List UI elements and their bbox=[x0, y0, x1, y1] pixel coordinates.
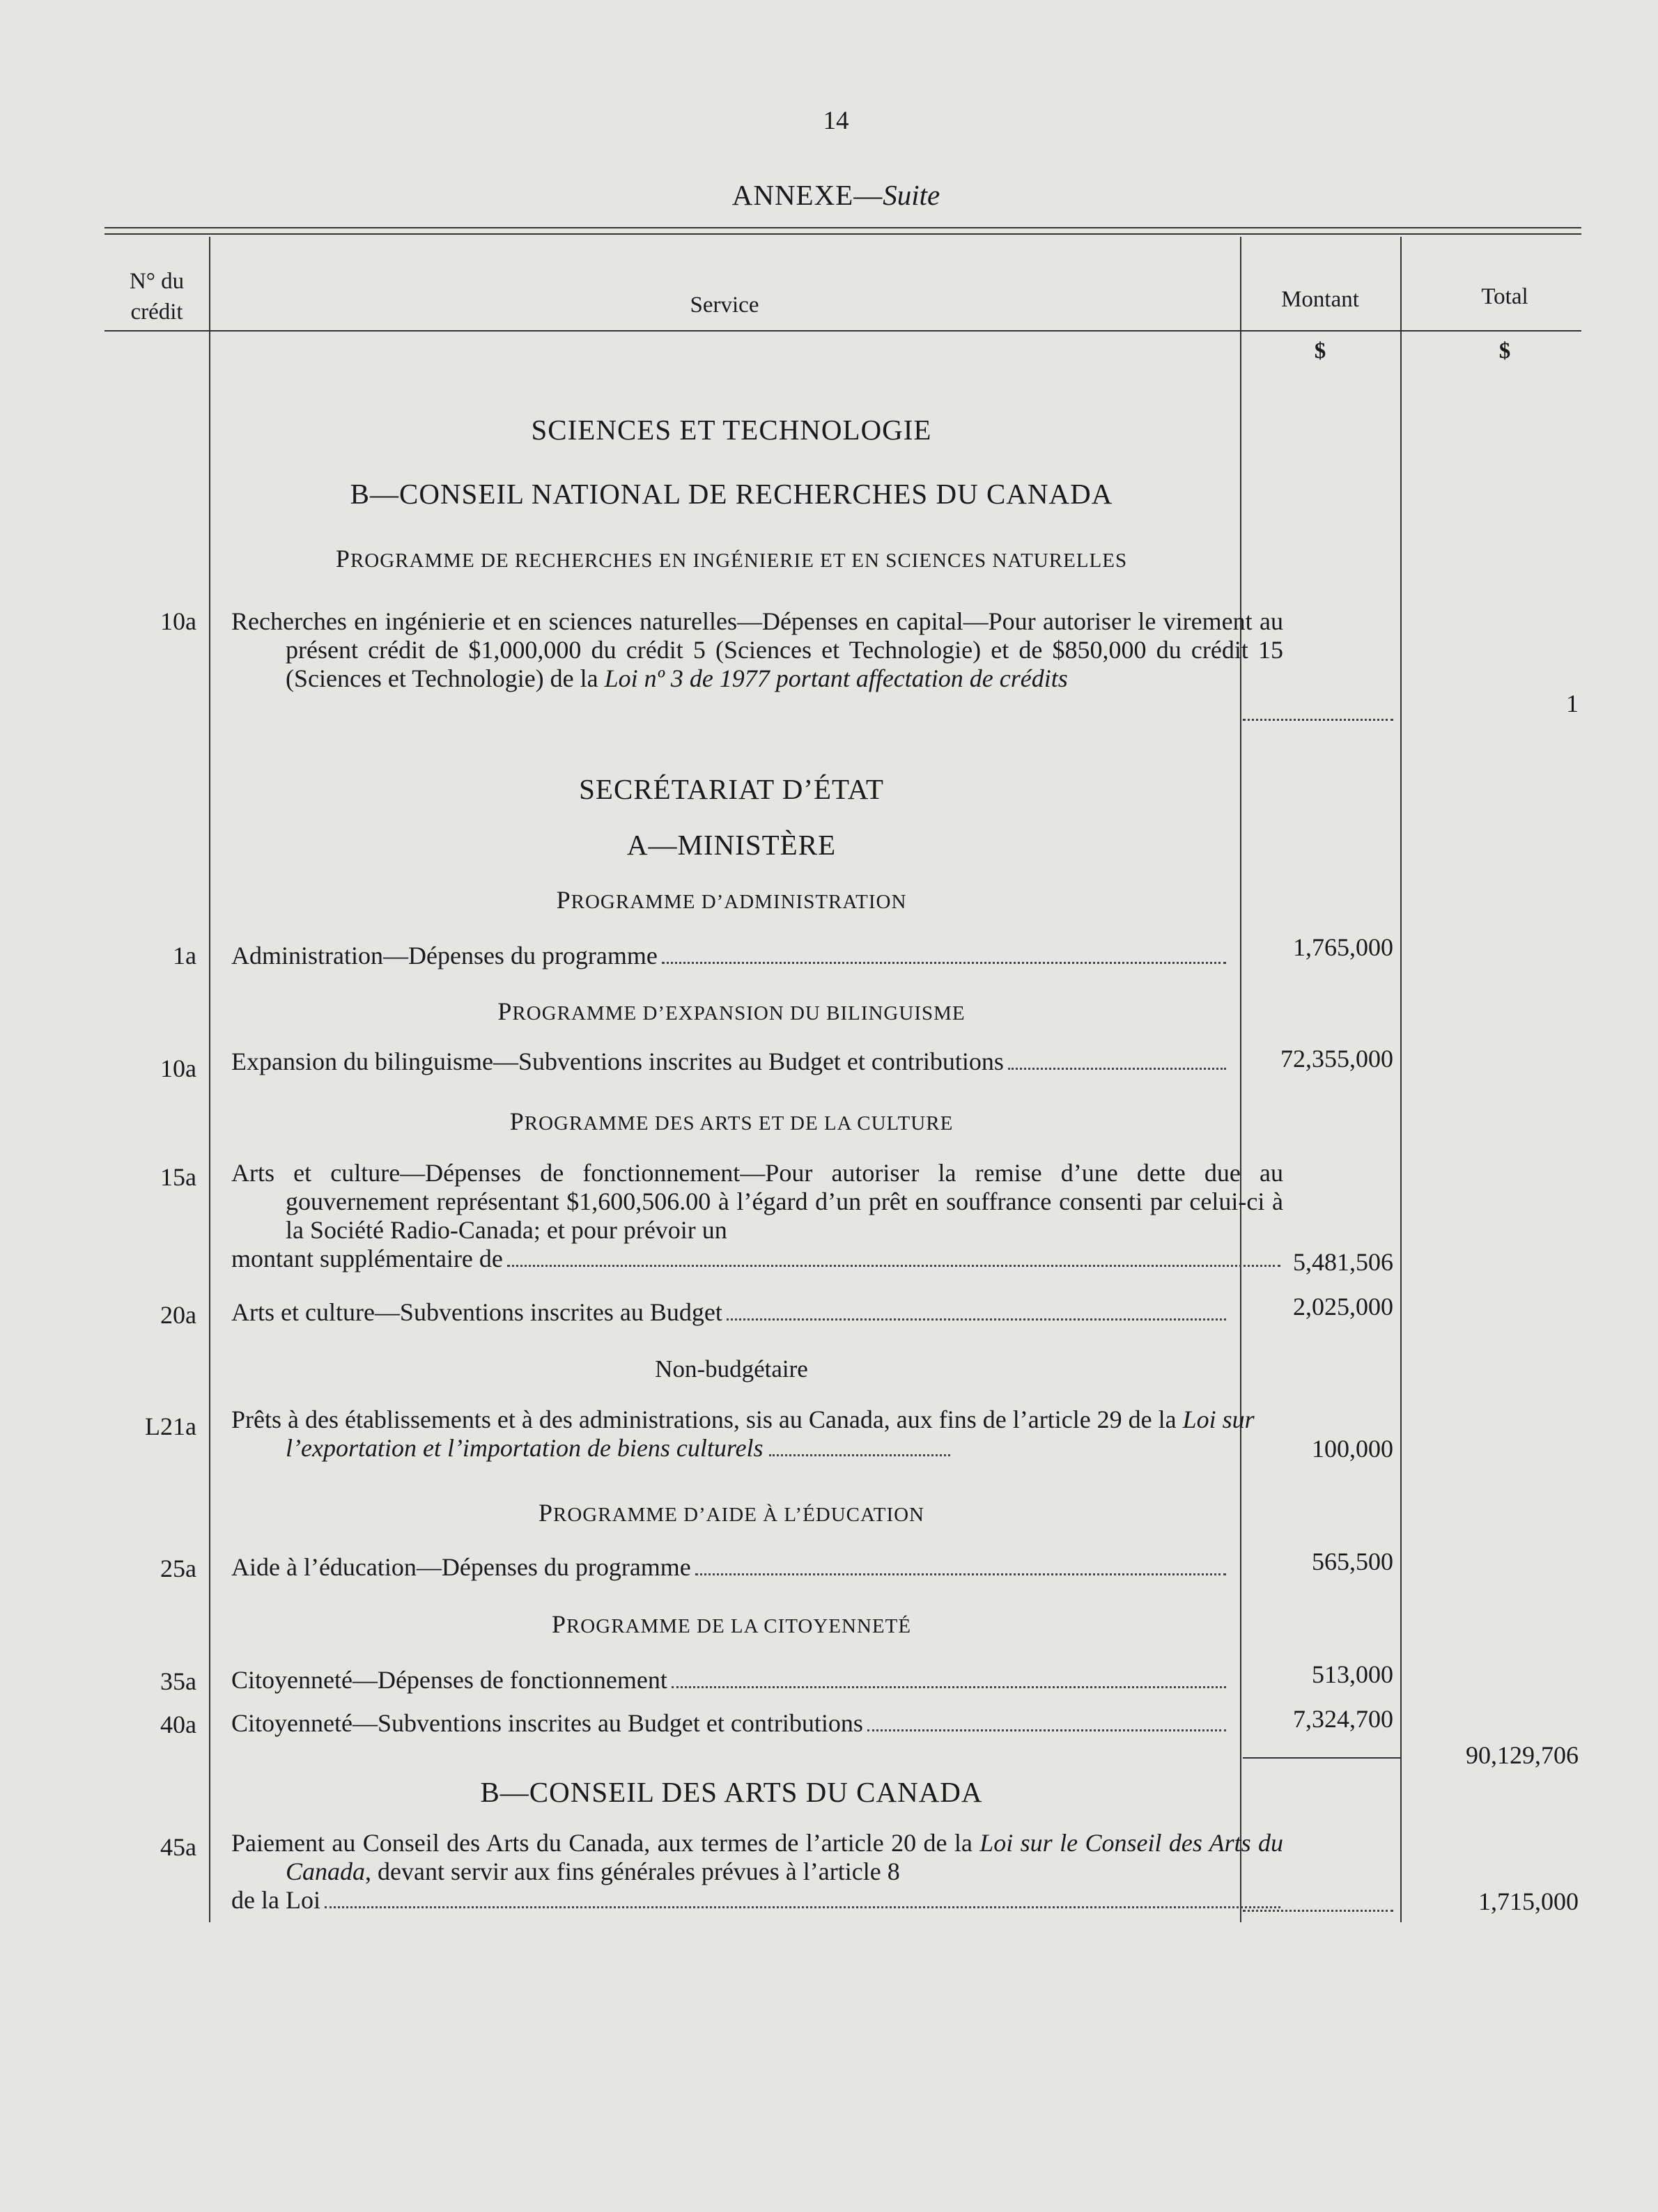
service-entry-35a bbox=[231, 1666, 1229, 1695]
service-entry-40a bbox=[231, 1709, 1229, 1738]
entry-text: Recherches en ingénierie et en sciences naturelles—Dépenses en capital—Pour autoriser le virement au présent crédit de $1,000,000 du crédit 5 (Sciences et Technologie) et de $850,000 du crédit 15 (Sciences et Technologie) de la bbox=[231, 607, 1283, 692]
law-title: Loi nº 3 de 1977 portant affectation de crédits bbox=[604, 664, 1068, 692]
subtotal-rule bbox=[1243, 1757, 1400, 1759]
amount-value: 72,355,000 bbox=[1280, 1045, 1393, 1073]
amount-value: 565,500 bbox=[1312, 1548, 1393, 1575]
column-divider-vote bbox=[209, 237, 210, 1922]
service-entry-L21a bbox=[231, 1405, 1283, 1463]
table-top-rule bbox=[104, 227, 1581, 228]
program-heading-citizenship bbox=[223, 1610, 1240, 1640]
page-number: 14 bbox=[823, 107, 849, 135]
vote-number: 35a bbox=[160, 1667, 196, 1695]
annex-title-text: ANNEXE— bbox=[731, 179, 883, 211]
service-entry-25a bbox=[231, 1553, 1229, 1582]
program-heading-rest: ROGRAMME DE RECHERCHES EN INGÉNIERIE ET EN SCIENCES NATURELLES bbox=[350, 550, 1128, 572]
section-title-ministere: A—MINISTÈRE bbox=[626, 829, 837, 861]
entry-text: Citoyenneté—Dépenses de fonctionnement bbox=[231, 1666, 667, 1694]
amount-value: 513,000 bbox=[1312, 1660, 1393, 1688]
amount-value: 7,324,700 bbox=[1293, 1705, 1393, 1733]
non-budgetary-heading: Non-budgétaire bbox=[655, 1355, 808, 1382]
amount-column-header: Montant bbox=[1281, 287, 1359, 312]
law-title: Loi sur l’exportation et l’importation de biens culturels bbox=[286, 1405, 1255, 1462]
program-heading-rest: ROGRAMME D’EXPANSION DU BILINGUISME bbox=[512, 1002, 966, 1025]
vote-column-header bbox=[104, 266, 209, 327]
entry-text: Aide à l’éducation—Dépenses du programme bbox=[231, 1553, 691, 1581]
program-heading-cap: P bbox=[551, 1610, 566, 1638]
vote-number: 45a bbox=[160, 1833, 196, 1861]
section-title-secretariat: SECRÉTARIAT D’ÉTAT bbox=[579, 773, 884, 805]
program-heading-cap: P bbox=[509, 1107, 525, 1135]
vote-number: 40a bbox=[160, 1711, 196, 1738]
vote-number: 10a bbox=[160, 1054, 196, 1082]
program-heading-bilingualism bbox=[223, 997, 1240, 1027]
annex-title bbox=[0, 178, 1658, 212]
service-entry-1a bbox=[231, 942, 1229, 970]
vote-number: 10a bbox=[160, 607, 196, 635]
total-column-header: Total bbox=[1481, 284, 1528, 309]
total-unit: $ bbox=[1498, 338, 1511, 364]
section-title-sciences: SCIENCES ET TECHNOLOGIE bbox=[531, 414, 932, 446]
entry-text: Administration—Dépenses du programme bbox=[231, 942, 658, 969]
program-heading-nrc bbox=[223, 545, 1240, 575]
program-heading-education bbox=[223, 1499, 1240, 1529]
program-heading-cap: P bbox=[497, 997, 513, 1025]
entry-text: Paiement au Conseil des Arts du Canada, aux termes de l’article 20 de la bbox=[231, 1829, 973, 1857]
amount-leader-dots bbox=[1243, 1910, 1393, 1912]
law-title: Loi sur le Conseil des Arts du Canada bbox=[286, 1829, 1284, 1885]
annex-title-suffix: Suite bbox=[883, 179, 940, 211]
service-entry-45a bbox=[231, 1829, 1283, 1915]
column-divider-amount bbox=[1240, 237, 1241, 1922]
section-title-nrc: B—CONSEIL NATIONAL DE RECHERCHES DU CANADA bbox=[350, 478, 1113, 510]
program-heading-cap: P bbox=[556, 886, 571, 914]
column-divider-total bbox=[1400, 237, 1402, 1922]
service-entry-10a-bilingualism bbox=[231, 1047, 1229, 1076]
entry-text: Arts et culture—Dépenses de fonctionnement—Pour autoriser la remise d’une dette due au gouvernement représentant $1,600,506.00 à l’égard d’un prêt en souffrance consenti par celui-ci à la Société Radio-Canada; et pour prévoir un bbox=[231, 1159, 1283, 1244]
section-title-arts-council: B—CONSEIL DES ARTS DU CANADA bbox=[480, 1776, 983, 1808]
amount-value: 2,025,000 bbox=[1293, 1293, 1393, 1321]
vote-header-line1: N° du bbox=[129, 269, 185, 294]
service-entry-10a-nrc bbox=[231, 607, 1283, 693]
amount-value: 100,000 bbox=[1312, 1435, 1393, 1463]
program-heading-cap: P bbox=[538, 1499, 554, 1527]
entry-text: Arts et culture—Subventions inscrites au Budget bbox=[231, 1298, 722, 1326]
vote-number: L21a bbox=[145, 1412, 196, 1440]
program-heading-rest: ROGRAMME D’AIDE À L’ÉDUCATION bbox=[553, 1504, 925, 1526]
entry-text-tail: montant supplémentaire de bbox=[231, 1245, 503, 1272]
total-value: 1 bbox=[1566, 690, 1579, 717]
service-entry-15a bbox=[231, 1159, 1283, 1273]
entry-text: Citoyenneté—Subventions inscrites au Budget et contributions bbox=[231, 1709, 863, 1737]
amount-leader-dots bbox=[1243, 719, 1393, 721]
entry-text: Expansion du bilinguisme—Subventions inscrites au Budget et contributions bbox=[231, 1047, 1004, 1075]
vote-number: 20a bbox=[160, 1301, 196, 1329]
program-heading-rest: ROGRAMME DE LA CITOYENNETÉ bbox=[566, 1615, 912, 1637]
program-heading-rest: ROGRAMME DES ARTS ET DE LA CULTURE bbox=[524, 1112, 954, 1135]
entry-text: Prêts à des établissements et à des administrations, sis au Canada, aux fins de l’article 29 de la bbox=[231, 1405, 1177, 1433]
total-value: 1,715,000 bbox=[1478, 1887, 1579, 1915]
amount-unit: $ bbox=[1314, 338, 1326, 364]
program-heading-cap: P bbox=[335, 545, 350, 573]
service-entry-20a bbox=[231, 1298, 1229, 1327]
amount-value: 5,481,506 bbox=[1293, 1248, 1393, 1276]
program-heading-admin bbox=[223, 886, 1240, 916]
program-heading-arts bbox=[223, 1107, 1240, 1137]
entry-text-continued: , devant servir aux fins générales prévues à l’article 8 bbox=[365, 1857, 900, 1885]
table-top-rule-2 bbox=[104, 233, 1581, 235]
header-bottom-rule bbox=[104, 330, 1581, 332]
program-heading-rest: ROGRAMME D’ADMINISTRATION bbox=[571, 891, 907, 913]
amount-value: 1,765,000 bbox=[1293, 933, 1393, 961]
vote-number: 25a bbox=[160, 1555, 196, 1582]
entry-text-tail: de la Loi bbox=[231, 1886, 320, 1914]
vote-number: 15a bbox=[160, 1163, 196, 1191]
vote-header-line2: crédit bbox=[130, 299, 183, 325]
vote-number: 1a bbox=[173, 942, 196, 969]
secretariat-total: 90,129,706 bbox=[1466, 1741, 1579, 1769]
service-column-header: Service bbox=[690, 293, 759, 318]
